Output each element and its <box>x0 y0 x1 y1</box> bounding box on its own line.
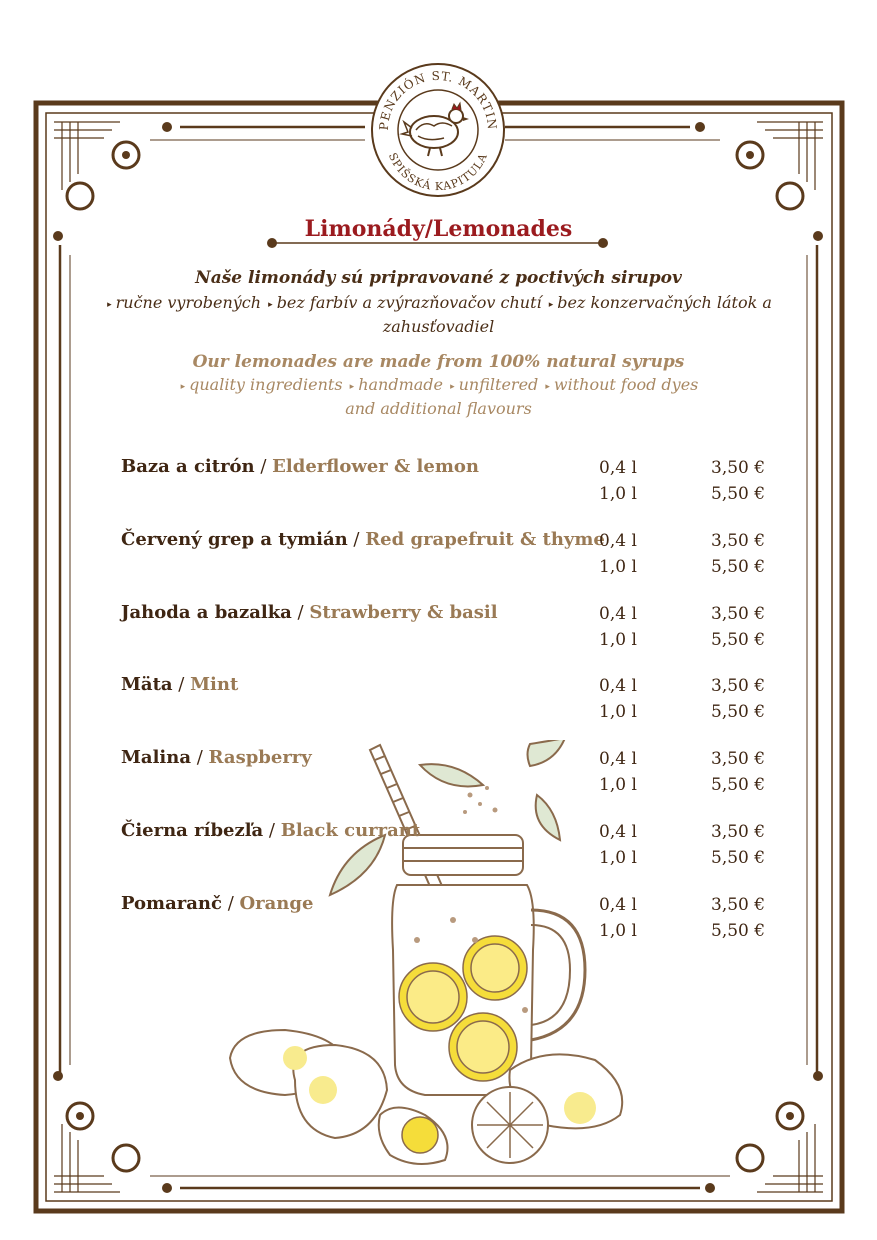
menu-item <box>121 820 781 872</box>
item-name <box>121 456 479 477</box>
item-name-separator: / <box>172 674 191 695</box>
intro-en-title: Our lemonades are made from 100% natural syrups <box>192 352 685 372</box>
logo-text-bottom: SPIŠSKÁ KAPITULA <box>385 150 491 194</box>
menu-item <box>121 747 781 799</box>
item-name-en: Elderflower & lemon <box>272 456 479 477</box>
item-price-small: 3,50 € <box>711 676 766 696</box>
item-size-large: 1,0 l <box>599 775 637 795</box>
item-name <box>121 674 238 695</box>
intro-en-text <box>100 374 777 420</box>
item-name-en: Red grapefruit & thyme <box>365 529 605 550</box>
item-size-small: 0,4 l <box>599 458 637 478</box>
item-price-small: 3,50 € <box>711 531 766 551</box>
item-name-en: Black currant <box>280 820 421 841</box>
menu-item <box>121 529 781 581</box>
bullet-icon: ▸ <box>107 300 112 310</box>
intro-en-point: unfiltered <box>458 375 539 394</box>
intro-sk-text <box>100 292 777 338</box>
intro-sk-tail: zahusťovadiel <box>382 317 495 336</box>
item-name-sk: Mäta <box>121 674 173 695</box>
intro-en-point: handmade <box>358 375 443 394</box>
item-price-large: 5,50 € <box>711 921 766 941</box>
intro-sk-point: ručne vyrobených <box>115 293 262 312</box>
lemonade-jar-illustration <box>225 740 645 1170</box>
menu-item <box>121 893 781 945</box>
item-name <box>121 820 420 841</box>
bullet-icon: ▸ <box>545 382 550 392</box>
item-name <box>121 602 498 623</box>
bullet-icon: ▸ <box>450 382 455 392</box>
item-name-separator: / <box>221 893 240 914</box>
item-name-en: Raspberry <box>208 747 312 768</box>
item-price-small: 3,50 € <box>711 604 766 624</box>
menu-item <box>121 456 781 508</box>
item-size-small: 0,4 l <box>599 749 637 769</box>
item-name-sk: Pomaranč <box>121 893 222 914</box>
item-name-sk: Baza a citrón <box>121 456 255 477</box>
bullet-icon: ▸ <box>180 382 186 392</box>
item-price-small: 3,50 € <box>711 895 766 915</box>
item-size-large: 1,0 l <box>599 702 637 722</box>
item-name-separator: / <box>263 820 281 841</box>
item-name-en: Strawberry & basil <box>309 602 498 623</box>
intro-en-tail: and additional flavours <box>345 399 532 418</box>
page-title: Limonády/Lemonades <box>304 216 573 242</box>
menu-item <box>121 602 781 654</box>
item-name-sk: Malina <box>121 747 192 768</box>
bullet-icon: ▸ <box>548 300 554 310</box>
item-size-small: 0,4 l <box>599 604 637 624</box>
item-price-small: 3,50 € <box>711 749 766 769</box>
intro-en-point: without food dyes <box>553 375 699 394</box>
item-name-sk: Čierna ríbezľa <box>121 820 264 841</box>
intro-sk-point: bez konzervačných látok a <box>557 293 772 312</box>
item-size-large: 1,0 l <box>599 630 637 650</box>
item-price-small: 3,50 € <box>711 458 766 478</box>
item-size-small: 0,4 l <box>599 531 637 551</box>
item-size-small: 0,4 l <box>599 676 637 696</box>
item-price-large: 5,50 € <box>711 702 766 722</box>
item-price-large: 5,50 € <box>711 557 766 577</box>
item-price-large: 5,50 € <box>711 484 766 504</box>
item-name-en: Mint <box>190 674 239 695</box>
item-name <box>121 893 313 914</box>
logo-text-top: PENZIÓN ST. MARTIN <box>376 68 500 131</box>
item-size-small: 0,4 l <box>599 822 637 842</box>
logo-emblem <box>368 60 508 200</box>
item-name-separator: / <box>291 602 310 623</box>
item-name-separator: / <box>347 529 366 550</box>
item-name-separator: / <box>191 747 209 768</box>
item-price-small: 3,50 € <box>711 822 766 842</box>
item-name-sk: Červený grep a tymián <box>121 529 348 550</box>
item-price-large: 5,50 € <box>711 775 766 795</box>
item-name <box>121 747 312 768</box>
item-size-large: 1,0 l <box>599 921 637 941</box>
item-size-large: 1,0 l <box>599 484 637 504</box>
item-price-large: 5,50 € <box>711 848 766 868</box>
item-name-en: Orange <box>239 893 314 914</box>
item-price-large: 5,50 € <box>711 630 766 650</box>
bullet-icon: ▸ <box>268 300 273 310</box>
item-name-separator: / <box>254 456 273 477</box>
intro-sk-point: bez farbív a zvýrazňovačov chutí <box>276 293 542 312</box>
item-name <box>121 529 605 550</box>
menu-item <box>121 674 781 726</box>
bullet-icon: ▸ <box>349 382 355 392</box>
item-size-large: 1,0 l <box>599 848 637 868</box>
item-size-small: 0,4 l <box>599 895 637 915</box>
item-size-large: 1,0 l <box>599 557 637 577</box>
intro-sk-title: Naše limonády sú pripravované z poctivých sirupov <box>195 268 682 288</box>
logo <box>368 60 508 200</box>
item-name-sk: Jahoda a bazalka <box>121 602 292 623</box>
intro-en-point: quality ingredients <box>189 375 343 394</box>
